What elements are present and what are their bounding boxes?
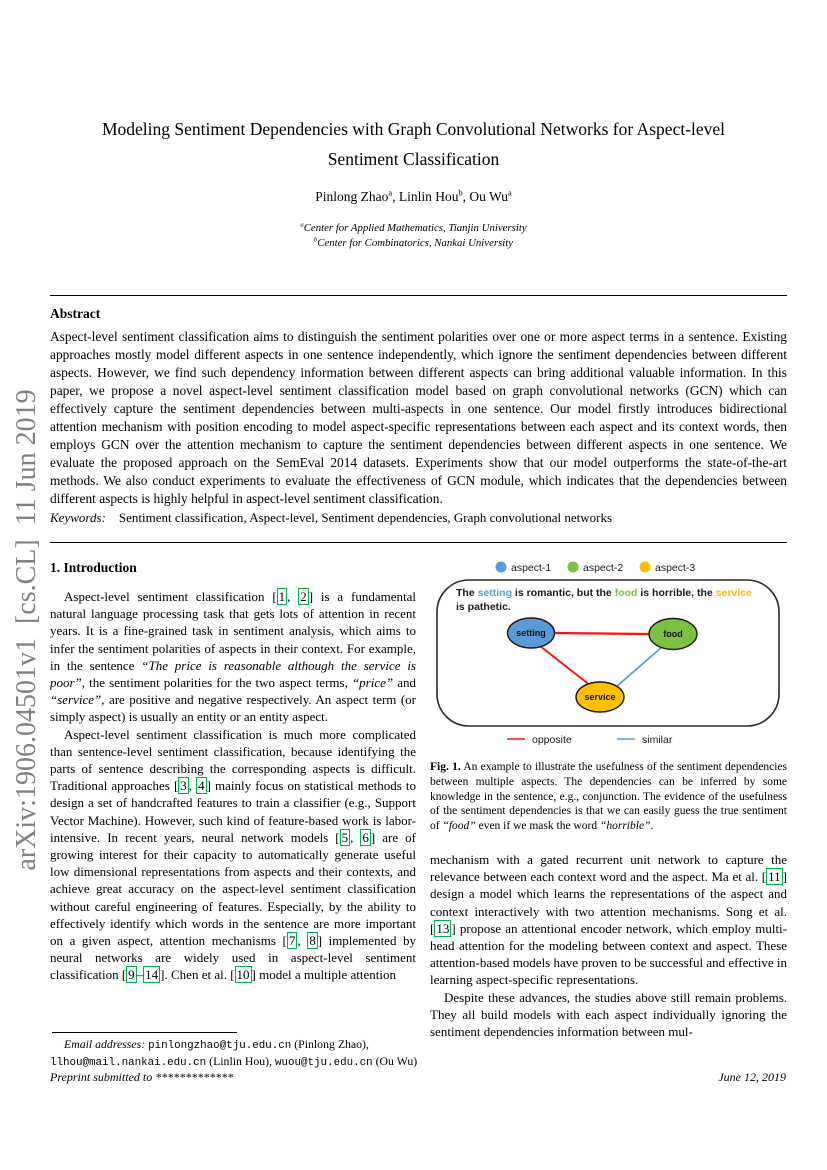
citation-link[interactable]: 11 [768, 869, 781, 885]
citation-link[interactable]: 2 [300, 589, 307, 604]
citation-link[interactable]: 6 [362, 829, 369, 845]
left-column [50, 556, 416, 984]
legend-label-aspect-2: aspect-2 [583, 562, 624, 574]
affiliation-line: $^b$Center for Combinatorics, Nankai University [313, 235, 514, 249]
node-label-setting: setting [516, 628, 546, 638]
authors-line: Pinlong Zhao$^a$, Linlin Hou$^b$, Ou Wu$^a$ [315, 188, 512, 204]
citation-link[interactable]: 8 [309, 933, 316, 949]
citation-link[interactable]: 4 [198, 778, 205, 794]
edge-food-service-similar [616, 647, 662, 687]
page-footer [50, 1070, 786, 1085]
legend-dot-aspect-2 [568, 562, 579, 573]
citation-link[interactable]: 9 [128, 967, 135, 983]
citation-link[interactable]: 10 [236, 967, 250, 983]
affiliations [0, 221, 827, 250]
citation-link[interactable]: 3 [180, 778, 187, 794]
paper-title: Modeling Sentiment Dependencies with Graph Convolutional Networks for Aspect-level Sentiment Classification [101, 119, 726, 169]
email-footnote: Email addresses: pinlongzhao@tju.edu.cn (Pinlong Zhao), llhou@mail.nankai.edu.cn (Linlin Hou), wuou@tju.edu.cn (Ou Wu) [50, 1037, 418, 1069]
abstract-heading: Abstract [50, 306, 101, 321]
abstract-top-rule [50, 295, 787, 296]
edge-setting-food-opposite [554, 633, 649, 634]
figure-example-sentence: The setting is romantic, but the food is horrible, the service is pathetic. [456, 587, 752, 613]
figure-1 [430, 556, 787, 752]
citation-link[interactable]: 5 [341, 829, 349, 845]
arxiv-watermark: arXiv:1906.04501v1 [cs.CL] 11 Jun 2019 [11, 389, 42, 871]
legend-dot-aspect-1 [496, 562, 507, 573]
citation-link[interactable]: 14 [145, 967, 159, 983]
keywords-line [50, 510, 787, 526]
edge-legend-label-opposite: opposite [532, 734, 572, 746]
right-column [430, 556, 787, 1040]
intro-paragraph-1: Aspect-level sentiment classification [ 1 , 2 ] is a fundamental natural language processing task that gets lots of attention in recent years. It is a fine-grained task in sentiment analysis, which aims to infer the sentiment polarities of aspects in their context. For example, in the sentence “The price is reasonable although the service is poor”, the sentiment polarities for the two aspect terms, “price” and “service”, are positive and negative respectively. An aspect term (or simply aspect) is usually an entity or an entity aspect. [50, 589, 417, 725]
preprint-note: Preprint submitted to ************* [50, 1070, 234, 1084]
footer-date: June 12, 2019 [718, 1070, 786, 1084]
legend-dot-aspect-3 [640, 562, 651, 573]
legend-label-aspect-1: aspect-1 [511, 562, 552, 574]
legend-label-aspect-3: aspect-3 [655, 562, 696, 574]
affiliation-line: $^a$Center for Applied Mathematics, Tianjin University [300, 221, 527, 234]
right-paragraph-2: Despite these advances, the studies above still remain problems. They all build models with each aspect individually ignoring the sentiment dependencies information between mul- [430, 989, 787, 1040]
node-label-service: service [584, 692, 616, 702]
node-label-food: food [663, 629, 683, 639]
section-heading-introduction: 1. Introduction [50, 560, 137, 575]
edge-setting-service-opposite [540, 646, 591, 686]
footnote-rule [52, 1032, 237, 1033]
keywords-label: Keywords: [50, 510, 106, 525]
figure-1-caption: Fig. 1. An example to illustrate the usefulness of the sentiment dependencies between multiple aspects. The dependencies can be inferred by some knowledge in the sentence, e.g., conjunction. The evidence of the usefulness of the sentiment dependencies is that we can easily guess the true sentiment of “food” even if we mask the word “horrible”. [430, 761, 787, 833]
keywords-text: Sentiment classification, Aspect-level, Sentiment dependencies, Graph convolutional networks [118, 510, 613, 525]
intro-paragraph-2: Aspect-level sentiment classification is much more complicated than sentence-level sentiment classification, because identifying the parts of sentence describing the corresponding aspects is difficult. Traditional approaches [ 3 , 4 ] mainly focus on statistical methods to design a set of handcrafted features to train a classifier (e.g., Support Vector Machine). However, such kind of feature-based work is labor-intensive. In recent years, neural network models [ 5 , 6 ] are of growing interest for their capacity to automatically generate useful low dimensional representations from aspects and their contexts, and achieve great accuracy on the aspect-level sentiment classification without careful engineering of features. Especially, by the ability to effectively identify which words in the sentence are more important on a given aspect, attention mechanisms [ 7 , 8 ] implemented by neural networks are widely used in aspect-level sentiment classification [ 9 – 14 ]. Chen et al. [ 10 ] model a multiple attention [50, 726, 417, 983]
citation-link[interactable]: 7 [288, 933, 296, 949]
keywords-bottom-rule [50, 542, 787, 543]
abstract-text: Aspect-level sentiment classification aims to distinguish the sentiment polarities over one or more aspect terms in a sentence. Existing approaches mostly model different aspects in one sentence independently, which ignore the sentiment dependencies between different aspects. However, we find such dependency information between different aspects can bring additional valuable information. In this paper, we propose a novel aspect-level sentiment classification model based on graph convolutional networks (GCN) which can effectively capture the sentiment dependencies between multi-aspects in one sentence. Our model firstly introduces bidirectional attention mechanism with position encoding to model aspect-specific representations between each aspect and its context words, then employs GCN over the attention mechanism to capture the sentiment dependencies between different aspects in one sentence. We evaluate the proposed approach on the SemEval 2014 datasets. Experiments show that our model outperforms the state-of-the-art methods. We also conduct experiments to evaluate the effectiveness of GCN module, which indicates that the dependencies between different aspects is highly helpful in aspect-level sentiment classification. [50, 329, 787, 506]
citation-link[interactable]: 1 [278, 589, 286, 604]
edge-legend-label-similar: similar [642, 734, 673, 746]
right-paragraph-1: mechanism with a gated recurrent unit network to capture the relevance between each context word and the aspect. Ma et al. [ 11 ] design a model which learns the representations of the aspect and context interactively with two attention mechanisms. Song et al. [ 13 ] propose an attentional encoder network, which employ multi-head attention for the modeling between context and aspect. These attention-based models have proven to be successful and effective in learning aspect-specific representations. [430, 851, 787, 988]
citation-link[interactable]: 13 [436, 920, 450, 936]
